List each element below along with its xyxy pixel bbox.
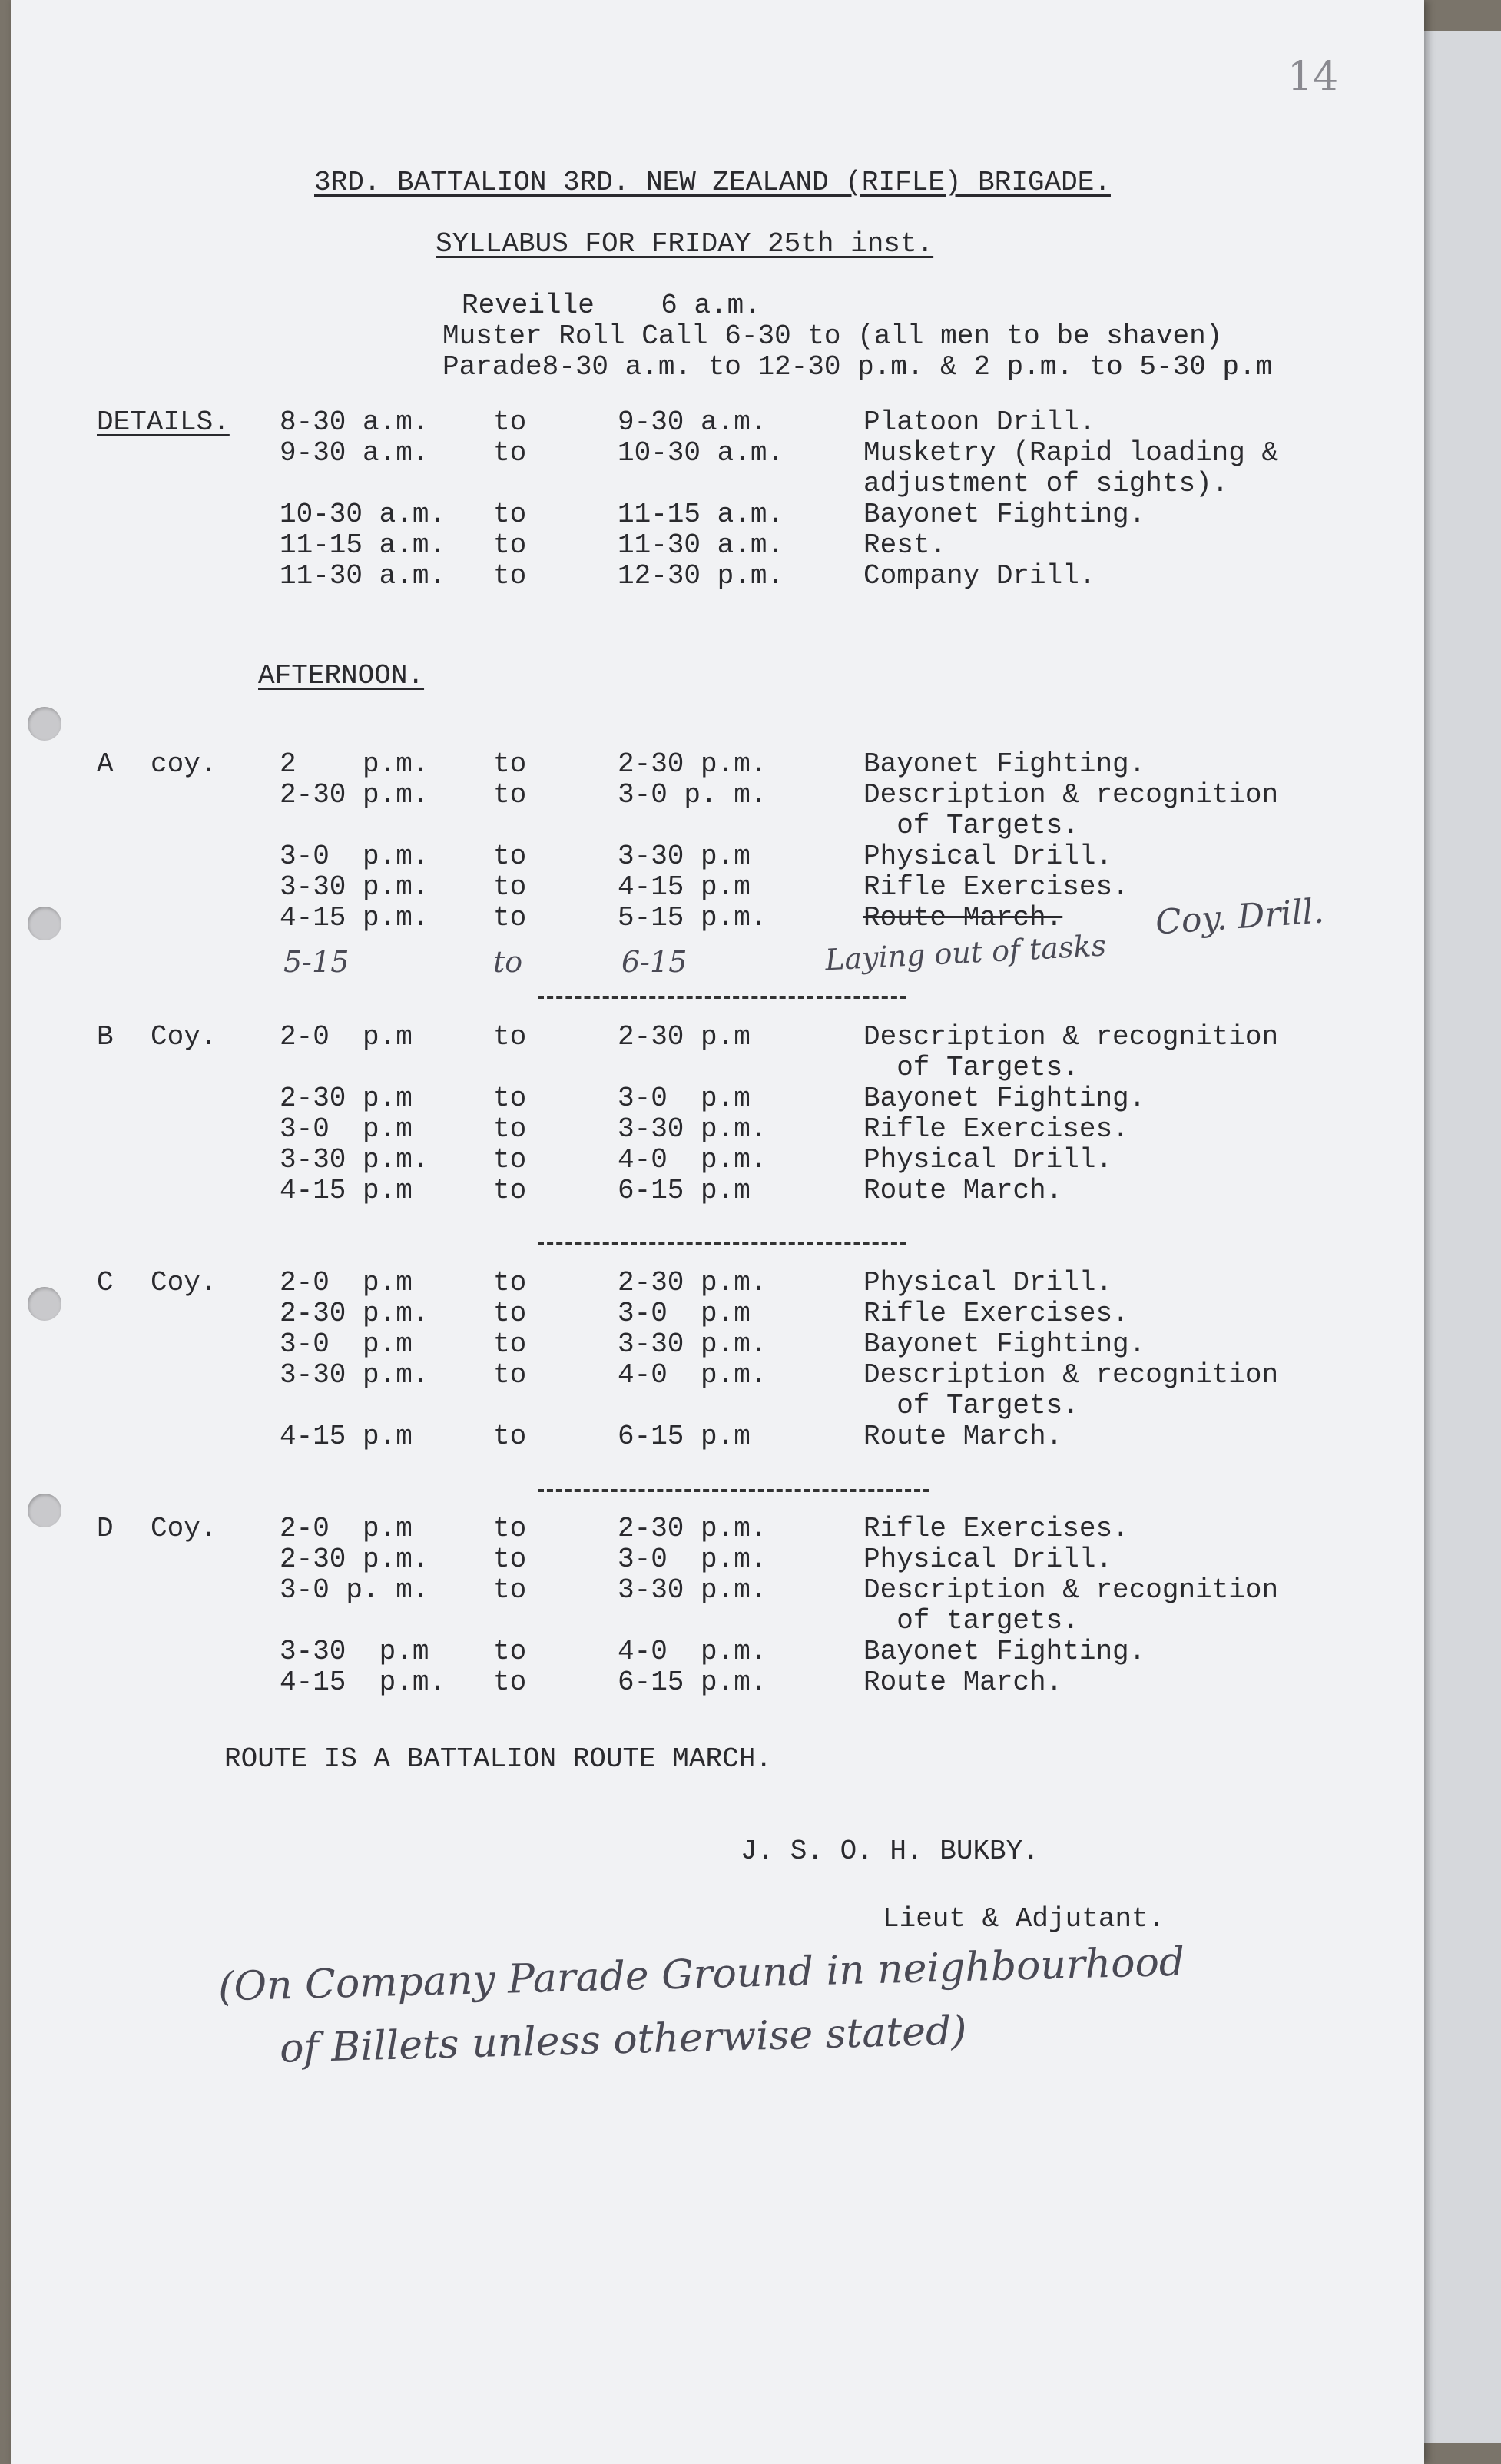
activity-text: Route March. bbox=[863, 1666, 1063, 1698]
activity-text: Route March. bbox=[863, 902, 1063, 934]
time-to-word: to bbox=[493, 529, 527, 561]
time-until: 9-30 a.m. bbox=[618, 406, 767, 438]
activity-text: Bayonet Fighting. bbox=[863, 1636, 1146, 1667]
time-from: 3-30 p.m. bbox=[280, 1359, 429, 1391]
time-to-word: to bbox=[493, 871, 527, 903]
time-to-word: to bbox=[493, 748, 527, 780]
time-from: 3-0 p. m. bbox=[280, 1574, 429, 1606]
preamble-line: Reveille 6 a.m. bbox=[462, 290, 760, 321]
time-until: 2-30 p.m bbox=[618, 1021, 750, 1053]
activity-text: Bayonet Fighting. bbox=[863, 499, 1146, 530]
details-label: DETAILS. bbox=[97, 406, 230, 438]
company-label: Coy. bbox=[151, 1513, 217, 1544]
time-to-word: to bbox=[493, 1144, 527, 1176]
activity-text: Bayonet Fighting. bbox=[863, 748, 1146, 780]
activity-text: Bayonet Fighting. bbox=[863, 1328, 1146, 1360]
time-from: 2-30 p.m bbox=[280, 1083, 413, 1114]
time-from: 4-15 p.m bbox=[280, 1175, 413, 1206]
activity-text: of Targets. bbox=[863, 1052, 1079, 1083]
dashed-divider bbox=[538, 996, 906, 999]
activity-text: Description & recognition bbox=[863, 1021, 1279, 1053]
activity-text: Physical Drill. bbox=[863, 841, 1113, 872]
time-to-word: to bbox=[493, 560, 527, 592]
activity-text: Rest. bbox=[863, 529, 947, 561]
handwritten-to: to bbox=[493, 945, 523, 979]
time-until: 11-15 a.m. bbox=[618, 499, 784, 530]
document-page bbox=[11, 0, 1424, 2464]
time-to-word: to bbox=[493, 1298, 527, 1329]
time-until: 3-30 p.m. bbox=[618, 1113, 767, 1145]
time-until: 3-30 p.m. bbox=[618, 1574, 767, 1606]
activity-text: Platoon Drill. bbox=[863, 406, 1096, 438]
time-to-word: to bbox=[493, 437, 527, 469]
preamble-line: Parade8-30 a.m. to 12-30 p.m. & 2 p.m. to 5-30 p.m bbox=[442, 351, 1273, 383]
time-until: 3-0 p.m. bbox=[618, 1544, 767, 1575]
activity-text: Rifle Exercises. bbox=[863, 871, 1129, 903]
time-from: 9-30 a.m. bbox=[280, 437, 429, 469]
signature-name: J. S. O. H. BUKBY. bbox=[741, 1836, 1039, 1867]
activity-text: of targets. bbox=[863, 1605, 1079, 1637]
activity-text: Route March. bbox=[863, 1421, 1063, 1452]
time-until: 2-30 p.m. bbox=[618, 1513, 767, 1544]
time-from: 3-0 p.m bbox=[280, 1328, 413, 1360]
subheading: SYLLABUS FOR FRIDAY 25th inst. bbox=[436, 228, 934, 260]
time-from: 11-15 a.m. bbox=[280, 529, 446, 561]
time-to-word: to bbox=[493, 1113, 527, 1145]
time-to-word: to bbox=[493, 902, 527, 934]
activity-text: Physical Drill. bbox=[863, 1144, 1113, 1176]
afternoon-label: AFTERNOON. bbox=[258, 660, 425, 691]
time-until: 4-0 p.m. bbox=[618, 1359, 767, 1391]
time-from: 8-30 a.m. bbox=[280, 406, 429, 438]
handwritten-note: Coy. Drill. bbox=[1154, 891, 1326, 943]
activity-text: Description & recognition bbox=[863, 779, 1279, 811]
activity-text: Description & recognition bbox=[863, 1359, 1279, 1391]
punch-hole bbox=[28, 1494, 61, 1527]
time-until: 12-30 p.m. bbox=[618, 560, 784, 592]
time-until: 4-0 p.m. bbox=[618, 1636, 767, 1667]
activity-text: Rifle Exercises. bbox=[863, 1298, 1129, 1329]
time-to-word: to bbox=[493, 1421, 527, 1452]
activity-text: Description & recognition bbox=[863, 1574, 1279, 1606]
company-letter: A bbox=[97, 748, 114, 780]
time-until: 5-15 p.m. bbox=[618, 902, 767, 934]
punch-hole bbox=[28, 707, 61, 741]
time-until: 6-15 p.m bbox=[618, 1421, 750, 1452]
company-letter: B bbox=[97, 1021, 114, 1053]
time-to-word: to bbox=[493, 1666, 527, 1698]
punch-hole bbox=[28, 1287, 61, 1321]
activity-text: Rifle Exercises. bbox=[863, 1113, 1129, 1145]
time-until: 6-15 p.m bbox=[618, 1175, 750, 1206]
time-to-word: to bbox=[493, 1021, 527, 1053]
time-to-word: to bbox=[493, 1636, 527, 1667]
activity-text: adjustment of sights). bbox=[863, 468, 1229, 499]
time-until: 3-0 p. m. bbox=[618, 779, 767, 811]
time-from: 3-30 p.m. bbox=[280, 871, 429, 903]
footnote-line: (On Company Parade Ground in neighbourhood bbox=[217, 1938, 1185, 2011]
activity-text: Physical Drill. bbox=[863, 1267, 1113, 1298]
time-from: 4-15 p.m. bbox=[280, 1666, 446, 1698]
handwritten-until: 6-15 bbox=[621, 945, 688, 979]
time-until: 4-0 p.m. bbox=[618, 1144, 767, 1176]
company-letter: D bbox=[97, 1513, 114, 1544]
time-from: 2-0 p.m bbox=[280, 1513, 413, 1544]
time-from: 10-30 a.m. bbox=[280, 499, 446, 530]
time-from: 3-0 p.m. bbox=[280, 841, 429, 872]
time-from: 3-30 p.m. bbox=[280, 1144, 429, 1176]
activity-text: Rifle Exercises. bbox=[863, 1513, 1129, 1544]
preamble-line: Muster Roll Call 6-30 to (all men to be shaven) bbox=[442, 320, 1223, 352]
time-until: 3-30 p.m bbox=[618, 841, 750, 872]
time-to-word: to bbox=[493, 1175, 527, 1206]
time-from: 11-30 a.m. bbox=[280, 560, 446, 592]
time-to-word: to bbox=[493, 1083, 527, 1114]
time-until: 4-15 p.m bbox=[618, 871, 750, 903]
time-until: 3-30 p.m. bbox=[618, 1328, 767, 1360]
time-to-word: to bbox=[493, 1513, 527, 1544]
time-to-word: to bbox=[493, 1328, 527, 1360]
footnote-line: of Billets unless otherwise stated) bbox=[279, 2008, 968, 2072]
activity-text: Company Drill. bbox=[863, 560, 1096, 592]
time-until: 3-0 p.m bbox=[618, 1298, 750, 1329]
time-to-word: to bbox=[493, 841, 527, 872]
punch-hole bbox=[28, 907, 61, 940]
activity-text: Bayonet Fighting. bbox=[863, 1083, 1146, 1114]
time-from: 2-30 p.m. bbox=[280, 1544, 429, 1575]
time-until: 3-0 p.m bbox=[618, 1083, 750, 1114]
time-to-word: to bbox=[493, 1359, 527, 1391]
company-letter: C bbox=[97, 1267, 114, 1298]
time-from: 3-0 p.m bbox=[280, 1113, 413, 1145]
time-to-word: to bbox=[493, 406, 527, 438]
signature-title: Lieut & Adjutant. bbox=[883, 1903, 1165, 1935]
page-number: 14 bbox=[1287, 54, 1339, 100]
company-label: Coy. bbox=[151, 1267, 217, 1298]
time-until: 2-30 p.m. bbox=[618, 1267, 767, 1298]
time-from: 2 p.m. bbox=[280, 748, 429, 780]
time-to-word: to bbox=[493, 1544, 527, 1575]
company-label: Coy. bbox=[151, 1021, 217, 1053]
handwritten-from: 5-15 bbox=[283, 945, 350, 979]
time-to-word: to bbox=[493, 1574, 527, 1606]
activity-text: of Targets. bbox=[863, 1390, 1079, 1421]
dashed-divider bbox=[538, 1242, 906, 1245]
time-until: 6-15 p.m. bbox=[618, 1666, 767, 1698]
time-to-word: to bbox=[493, 499, 527, 530]
activity-text: Musketry (Rapid loading & bbox=[863, 437, 1279, 469]
handwritten-activity: Laying out of tasks bbox=[824, 928, 1107, 977]
time-from: 2-0 p.m bbox=[280, 1267, 413, 1298]
dashed-divider bbox=[538, 1489, 929, 1492]
time-from: 4-15 p.m bbox=[280, 1421, 413, 1452]
time-until: 2-30 p.m. bbox=[618, 748, 767, 780]
route-note: ROUTE IS A BATTALION ROUTE MARCH. bbox=[224, 1743, 772, 1775]
time-from: 2-30 p.m. bbox=[280, 779, 429, 811]
company-label: coy. bbox=[151, 748, 217, 780]
activity-text: Physical Drill. bbox=[863, 1544, 1113, 1575]
activity-text: Route March. bbox=[863, 1175, 1063, 1206]
time-from: 3-30 p.m bbox=[280, 1636, 429, 1667]
time-from: 2-30 p.m. bbox=[280, 1298, 429, 1329]
time-to-word: to bbox=[493, 1267, 527, 1298]
time-from: 4-15 p.m. bbox=[280, 902, 429, 934]
activity-text: of Targets. bbox=[863, 810, 1079, 841]
time-until: 10-30 a.m. bbox=[618, 437, 784, 469]
time-to-word: to bbox=[493, 779, 527, 811]
time-from: 2-0 p.m bbox=[280, 1021, 413, 1053]
heading: 3RD. BATTALION 3RD. NEW ZEALAND (RIFLE) BRIGADE. bbox=[314, 167, 1111, 198]
time-until: 11-30 a.m. bbox=[618, 529, 784, 561]
